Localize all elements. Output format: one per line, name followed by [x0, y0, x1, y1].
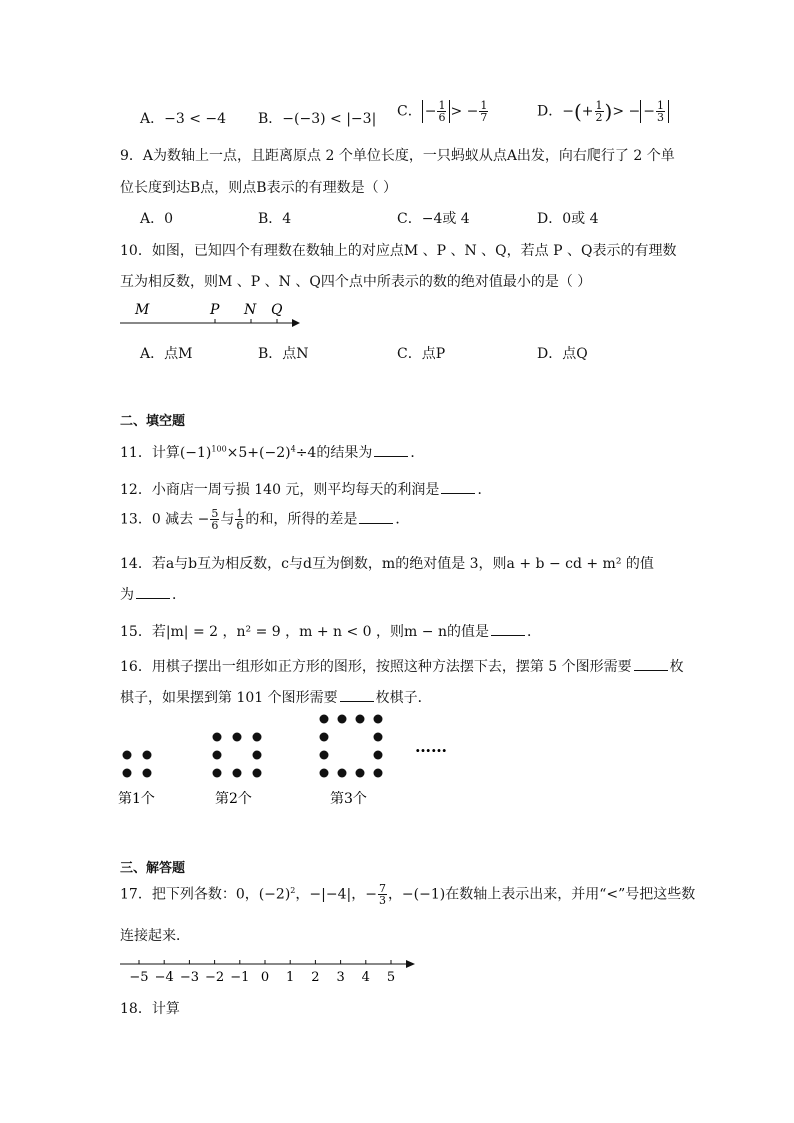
- section-answer-title: 三、解答题: [120, 861, 186, 876]
- fig-label-3: 第3个: [330, 791, 367, 807]
- q8-option-c: C． − $\frac{1}{6}$ > − $\frac{1}{7}$: [397, 99, 488, 124]
- q9-option-a: A．0: [140, 211, 174, 227]
- number-line-tick-label: −4: [154, 970, 174, 985]
- q17-line1: 17．把下列各数：0，$(-2)^2$，−|−4|，− $\frac{7}{3}$ ，−(−1)在数轴上表示出来，并用“<”号把这些数: [120, 882, 696, 907]
- q17-number-line: [118, 955, 423, 985]
- answer-blank[interactable]: [374, 444, 408, 457]
- q10-line1: 10．如图，已知四个有理数在数轴上的对应点M 、P 、N 、Q，若点 P 、Q表示的有理数: [120, 243, 677, 259]
- q10-option-d: D．点Q: [537, 346, 588, 362]
- number-line-tick-label: −2: [205, 970, 225, 985]
- q10-option-b: B．点N: [258, 346, 309, 362]
- q9-option-b: B．4: [258, 211, 292, 227]
- q16-line2: 棋子，如果摆到第 101 个图形需要 枚棋子．: [120, 690, 432, 706]
- axis-label-p: P: [210, 302, 220, 318]
- q8-option-b: B．−(−3) < |−3|: [258, 111, 377, 127]
- number-line-tick-label: 2: [311, 970, 320, 985]
- ellipsis: ……: [415, 737, 447, 756]
- q18: 18．计算: [120, 1001, 180, 1017]
- figure-2: [213, 733, 262, 778]
- answer-blank[interactable]: [340, 689, 374, 702]
- axis-label-q: Q: [271, 302, 283, 318]
- q9-option-d: D．0或 4: [537, 211, 599, 227]
- q8-option-a: A．−3 < −4: [140, 111, 227, 127]
- q8-option-d: D．−(+ $\frac{1}{2}$ )> − − $\frac{1}{3}$: [537, 100, 669, 123]
- number-line-tick-label: 0: [260, 970, 270, 985]
- q14-line1: 14．若a与b互为相反数，c与d互为倒数，m的绝对值是 3，则a + b − cd + m² 的值: [120, 556, 654, 572]
- q11: 11．计算$(-1)^{100}\times 5+(-2)^4\div 4$的结果为 ．: [120, 444, 425, 461]
- number-line-tick-label: 5: [386, 970, 396, 985]
- number-line-tick-label: −3: [179, 970, 199, 985]
- q10-number-line: [115, 298, 310, 334]
- fig-label-1: 第1个: [118, 791, 155, 807]
- q9-line1: 9．A为数轴上一点，且距离原点 2 个单位长度，一只蚂蚁从点A出发，向右爬行了 2 个单: [120, 148, 675, 164]
- q16-figure: [115, 710, 475, 820]
- answer-blank[interactable]: [441, 481, 475, 494]
- q10-line2: 互为相反数，则M 、P 、N 、Q四个点中所表示的数的绝对值最小的是（ ）: [120, 274, 592, 290]
- q9-line2: 位长度到达B点，则点B表示的有理数是（ ）: [120, 180, 398, 196]
- answer-blank[interactable]: [136, 586, 170, 599]
- section-fill-in-title: 二、填空题: [120, 414, 186, 429]
- axis-label-m: M: [135, 302, 150, 318]
- number-line-tick-label: 3: [336, 970, 345, 985]
- figure-3: [320, 715, 383, 778]
- q9-option-c: C．−4或 4: [397, 211, 470, 227]
- q14-line2: 为 ．: [120, 587, 186, 603]
- q10-option-a: A．点M: [140, 346, 193, 362]
- q12: 12．小商店一周亏损 140 元，则平均每天的利润是 ．: [120, 482, 492, 498]
- axis-label-n: N: [244, 302, 257, 318]
- answer-blank[interactable]: [359, 511, 393, 524]
- q10-option-c: C．点P: [397, 346, 446, 362]
- fig-label-2: 第2个: [215, 791, 252, 807]
- q16-line1: 16．用棋子摆出一组形如正方形的图形，按照这种方法摆下去，摆第 5 个图形需要 枚: [120, 659, 684, 675]
- number-line-tick-label: −1: [230, 970, 250, 985]
- number-line-tick-label: 1: [286, 970, 295, 985]
- figure-1: [123, 751, 152, 778]
- number-line-tick-label: −5: [129, 970, 149, 985]
- answer-blank[interactable]: [491, 623, 525, 636]
- q17-line2: 连接起来．: [120, 928, 190, 944]
- q13: 13．0 减去 − $\frac{5}{6}$ 与 $\frac{1}{6}$ 的和，所得的差是 ．: [120, 507, 410, 532]
- answer-blank[interactable]: [634, 658, 668, 671]
- q15: 15．若|m| = 2 ，n² = 9 ，m + n < 0 ，则m − n的值是 ．: [120, 624, 541, 640]
- number-line-tick-label: 4: [361, 970, 370, 985]
